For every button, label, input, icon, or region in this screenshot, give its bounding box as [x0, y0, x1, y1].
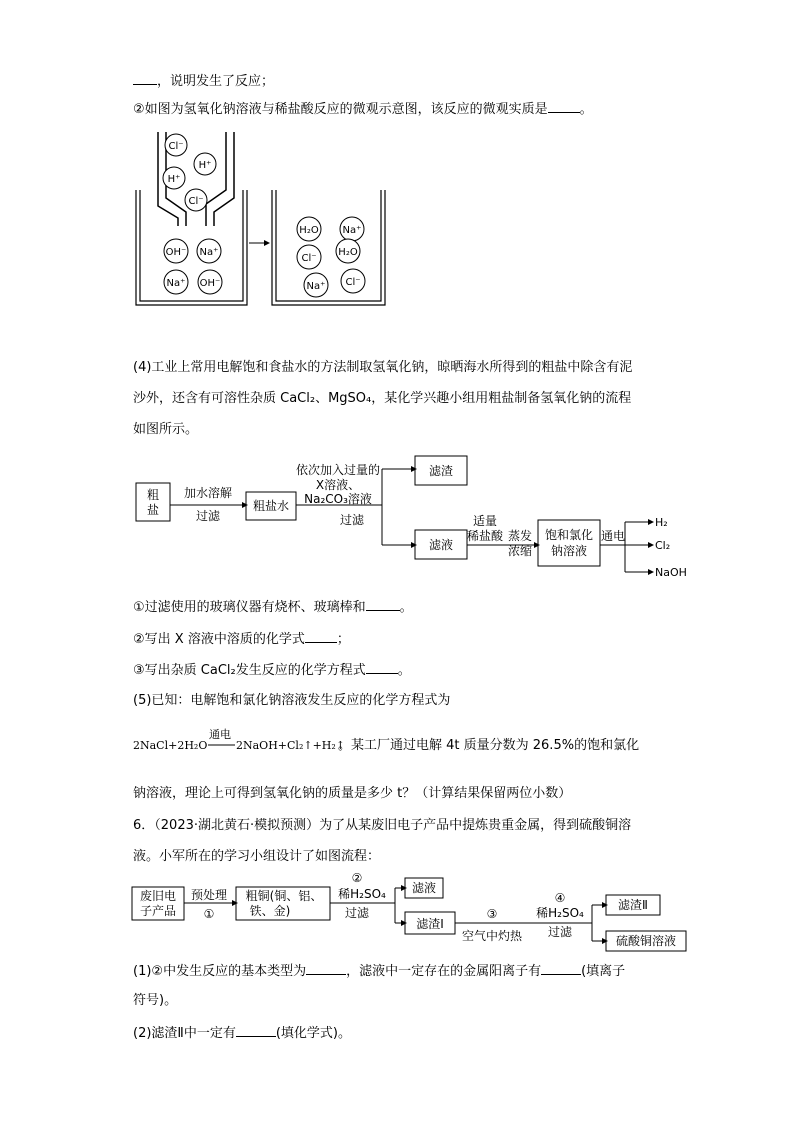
q6-part-1-text: (1)②中发生反应的基本类型为 [133, 964, 307, 979]
answer-blank [306, 962, 346, 975]
step3-label: 空气中灼热 [461, 929, 523, 943]
step4-reagent: 稀H₂SO₄ [536, 906, 584, 920]
cuso4-label: 硫酸铜溶液 [615, 934, 677, 948]
para-4-line-1: (4)工业上常用电解饱和食盐水的方法制取氢氧化钠，晾晒海水所得到的粗盐中除含有泥 [133, 360, 633, 375]
base-ion: Na⁺ [166, 278, 186, 289]
q6-part-1-end: (填离子 [581, 964, 626, 979]
step4-bottom: 浓缩 [507, 544, 533, 558]
product-particle: Na⁺ [342, 225, 362, 236]
box-nacl-solution [538, 520, 600, 566]
step2-bottom: 过滤 [339, 513, 365, 527]
product-particle: Na⁺ [306, 281, 326, 292]
product-h2: H₂ [655, 516, 668, 529]
pretreat-top: 预处理 [190, 888, 228, 902]
product-cl2: Cl₂ [655, 539, 671, 552]
para-4-line-2: 沙外，还含有可溶性杂质 CaCl₂、MgSO₄，某化学兴趣小组用粗盐制备氢氧化钠的流程 [133, 391, 632, 406]
product-particle: Cl⁻ [301, 253, 317, 264]
q6-part-2-end: (填化学式)。 [275, 1026, 351, 1041]
step1-top: 加水溶解 [183, 486, 233, 500]
acid-ion: Cl⁻ [188, 196, 204, 207]
question-3-text: ③写出杂质 CaCl₂发生反应的化学方程式 [133, 663, 366, 678]
line-2-text: ②如图为氢氧化钠溶液与稀盐酸反应的微观示意图，该反应的微观实质是 [133, 102, 548, 117]
question-3-end: 。 [397, 663, 411, 678]
acid-ion: H⁺ [198, 160, 212, 171]
step2-top-3: Na₂CO₃溶液 [304, 492, 372, 506]
pretreat-num: ① [203, 907, 215, 921]
para-5: (5)已知：电解饱和氯化钠溶液发生反应的化学方程式为 [133, 693, 451, 708]
q6-part-1-mid: ，滤液中一定存在的金属阳离子有 [346, 964, 542, 979]
reaction-arrow [249, 240, 270, 246]
question-6-part-2 [133, 1024, 351, 1043]
step4-filter: 过滤 [547, 925, 573, 939]
waste-label-1: 废旧电 [139, 889, 177, 903]
filtrate-label: 滤液 [428, 538, 454, 552]
question-6-line-1: 6．（2023·湖北黄石·模拟预测）为了从某废旧电子产品中提炼贵重金属，得到硫酸铜溶 [133, 818, 632, 833]
answer-blank [366, 661, 398, 674]
right-beaker [272, 190, 385, 305]
product-particle: H₂O [338, 247, 358, 258]
step2-top-1: 依次加入过量的 [295, 463, 381, 477]
crude-copper-1: 粗铜(铜、铝、 [245, 889, 323, 903]
question-2-end: ； [336, 632, 350, 647]
step3-top: 适量 [472, 514, 498, 528]
answer-blank [236, 1024, 276, 1037]
waste-label-2: 子产品 [139, 904, 177, 918]
product-particle: Cl⁻ [345, 277, 361, 288]
question-1-text: ①过滤使用的玻璃仪器有烧杯、玻璃棒和 [133, 600, 366, 615]
step4-top: 蒸发 [507, 529, 533, 543]
dropper-right-wall [214, 132, 234, 226]
answer-blank [366, 598, 400, 611]
residue-1-label: 滤渣Ⅰ [416, 917, 444, 931]
answer-blank [305, 630, 337, 643]
question-6-line-2: 液。小军所在的学习小组设计了如图流程： [133, 849, 381, 864]
line-1-text: ，说明发生了反应； [157, 74, 275, 89]
step3-bottom: 稀盐酸 [466, 529, 504, 543]
residue-label: 滤渣 [428, 464, 454, 478]
electrolysis-label: 通电 [600, 529, 626, 543]
brine-label: 粗盐水 [252, 499, 290, 513]
para-5-line-2: 钠溶液，理论上可得到氢氧化钠的质量是多少 t？（计算结果保留两位小数） [133, 786, 572, 801]
nacl-label-2: 钠溶液 [550, 544, 588, 558]
crude-salt-label: 粗盐 [146, 488, 160, 517]
step2-reagent: 稀H₂SO₄ [338, 887, 386, 901]
question-2 [133, 630, 350, 649]
step2-num: ② [351, 871, 363, 885]
base-ion: OH⁻ [165, 247, 187, 258]
question-3 [133, 661, 411, 680]
equation-left: 2NaCl+2H₂O [133, 739, 208, 752]
crude-copper-2: 铁、金) [249, 904, 291, 918]
product-particle: H₂O [299, 225, 319, 236]
question-2-text: ②写出 X 溶液中溶质的化学式 [133, 632, 305, 647]
acid-ion: Cl⁻ [168, 141, 184, 152]
base-ion: Na⁺ [199, 247, 219, 258]
q6-part-2-text: (2)滤渣Ⅱ中一定有 [133, 1026, 236, 1041]
nacl-label-1: 饱和氯化 [544, 528, 594, 542]
equation-condition: 通电 [209, 728, 231, 741]
question-1 [133, 598, 413, 617]
question-1-end: 。 [399, 600, 413, 615]
residue-2-label: 滤渣Ⅱ [618, 898, 648, 912]
para-4-line-3: 如图所示。 [133, 422, 199, 437]
answer-blank [541, 962, 581, 975]
line-2-end: 。 [579, 102, 593, 117]
filtrate-2-label: 滤液 [411, 881, 437, 895]
equation-tail: 。某工厂通过电解 4t 质量分数为 26.5%的饱和氯化 [338, 738, 640, 753]
base-ion: OH⁻ [199, 278, 221, 289]
step2-filter: 过滤 [344, 906, 370, 920]
step2-top-2: X溶液、 [315, 478, 361, 492]
question-6-part-1 [133, 962, 625, 981]
step1-bottom: 过滤 [195, 509, 221, 523]
question-6-part-1-cont: 符号)。 [133, 993, 178, 1008]
acid-ion: H⁺ [167, 174, 181, 185]
step3-num: ③ [486, 907, 498, 921]
step4-num: ④ [554, 891, 566, 905]
equation-right: 2NaOH+Cl₂↑+H₂↑ [236, 739, 346, 752]
product-naoh: NaOH [655, 566, 687, 579]
